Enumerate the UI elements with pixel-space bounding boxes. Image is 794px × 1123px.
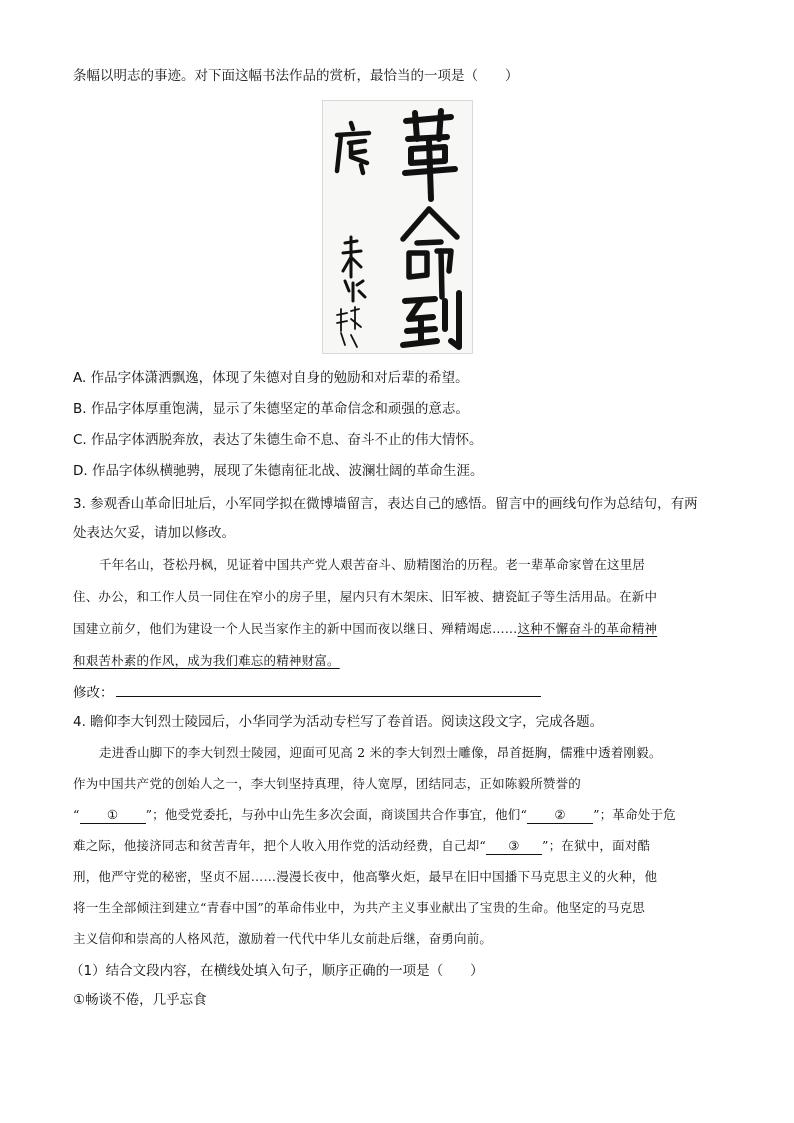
q4-passage-line7: 主义信仰和崇高的人格风范，激励着一代代中华儿女前赴后继，奋勇向前。 <box>73 931 493 946</box>
underlined-sentence-part2: 和艰苦朴素的作风，成为我们难忘的精神财富。 <box>73 653 340 668</box>
q3-passage-line2: 住、办公，和工作人员一同住在窄小的房子里，屋内只有木架床、旧军被、搪瓷缸子等生活用品。在新中 <box>73 589 658 604</box>
calligraphy-artwork <box>323 101 472 353</box>
question-4-stem: 4. 瞻仰李大钊烈士陵园后，小华同学为活动专栏写了卷首语。阅读这段文字，完成各题。 <box>73 714 604 730</box>
blank-3[interactable]: ③ <box>486 838 542 855</box>
q4-passage-text: ”；在狱中，面对酷 <box>542 838 651 853</box>
q4-option-item-1: ①畅谈不倦，几乎忘食 <box>73 992 207 1008</box>
q3-passage-text: 国建立前夕，他们为建设一个人民当家作主的新中国而夜以继日、殚精竭虑…… <box>73 621 518 636</box>
option-d: D. 作品字体纵横驰骋，展现了朱德南征北战、波澜壮阔的革命生涯。 <box>73 463 484 479</box>
q4-passage-line1: 走进香山脚下的李大钊烈士陵园，迎面可见高 2 米的李大钊烈士雕像，昂首挺胸，儒雅中透着刚毅。 <box>99 745 662 760</box>
question-3-stem-line2: 处表达欠妥，请加以修改。 <box>73 525 235 541</box>
q4-subquestion-1: （1）结合文段内容，在横线处填入句子，顺序正确的一项是（ ） <box>70 963 484 979</box>
blank-2[interactable]: ② <box>527 807 593 824</box>
option-a: A. 作品字体潇洒飘逸，体现了朱德对自身的勉励和对后辈的希望。 <box>73 370 469 386</box>
q3-passage-line4 <box>73 651 340 671</box>
question-3-stem-line1: 3. 参观香山革命旧址后，小军同学拟在微博墙留言，表达自己的感悟。留言中的画线句作为总结句，有两 <box>73 496 698 512</box>
option-c: C. 作品字体洒脱奔放，表达了朱德生命不息、奋斗不止的伟大情怀。 <box>73 432 483 448</box>
blank-1[interactable]: ① <box>80 807 146 824</box>
q4-passage-line6: 将一生全部倾注到建立“青春中国”的革命伟业中，为共产主义事业献出了宝贵的生命。他坚定的马克思 <box>73 900 645 915</box>
question-2-intro: 条幅以明志的事迹。对下面这幅书法作品的赏析，最恰当的一项是（ ） <box>73 68 519 84</box>
underlined-sentence-part1: 这种不懈奋斗的革命精神 <box>517 621 658 636</box>
q4-passage-text: 难之际，他接济同志和贫苦青年，把个人收入用作党的活动经费，自己却“ <box>73 838 486 853</box>
q3-passage-line1: 千年名山，苍松丹枫，见证着中国共产党人艰苦奋斗、励精图治的历程。老一辈革命家曾在这里居 <box>99 557 646 572</box>
revise-answer-line[interactable] <box>116 682 541 697</box>
option-b: B. 作品字体厚重饱满，显示了朱德坚定的革命信念和顽强的意志。 <box>73 401 469 417</box>
open-quote: “ <box>73 807 80 822</box>
q4-passage-text: ”；他受党委托，与孙中山先生多次会面，商谈国共合作事宜，他们“ <box>145 807 528 822</box>
q4-passage-line4 <box>73 836 650 856</box>
q3-passage-line3 <box>73 619 657 639</box>
q4-passage-text: ”；革命处于危 <box>593 807 676 822</box>
revise-label: 修改： <box>73 685 114 701</box>
q4-passage-line5: 刑，他严守党的秘密，坚贞不屈……漫漫长夜中，他高擎火炬，最早在旧中国播下马克思主义的火种，他 <box>73 869 658 884</box>
revise-row <box>73 682 541 703</box>
q4-passage-line3 <box>73 805 676 825</box>
q4-passage-line2: 作为中国共产党的创始人之一，李大钊坚持真理，待人宽厚，团结同志，正如陈毅所赞誉的 <box>73 776 582 791</box>
calligraphy-image <box>322 100 473 354</box>
